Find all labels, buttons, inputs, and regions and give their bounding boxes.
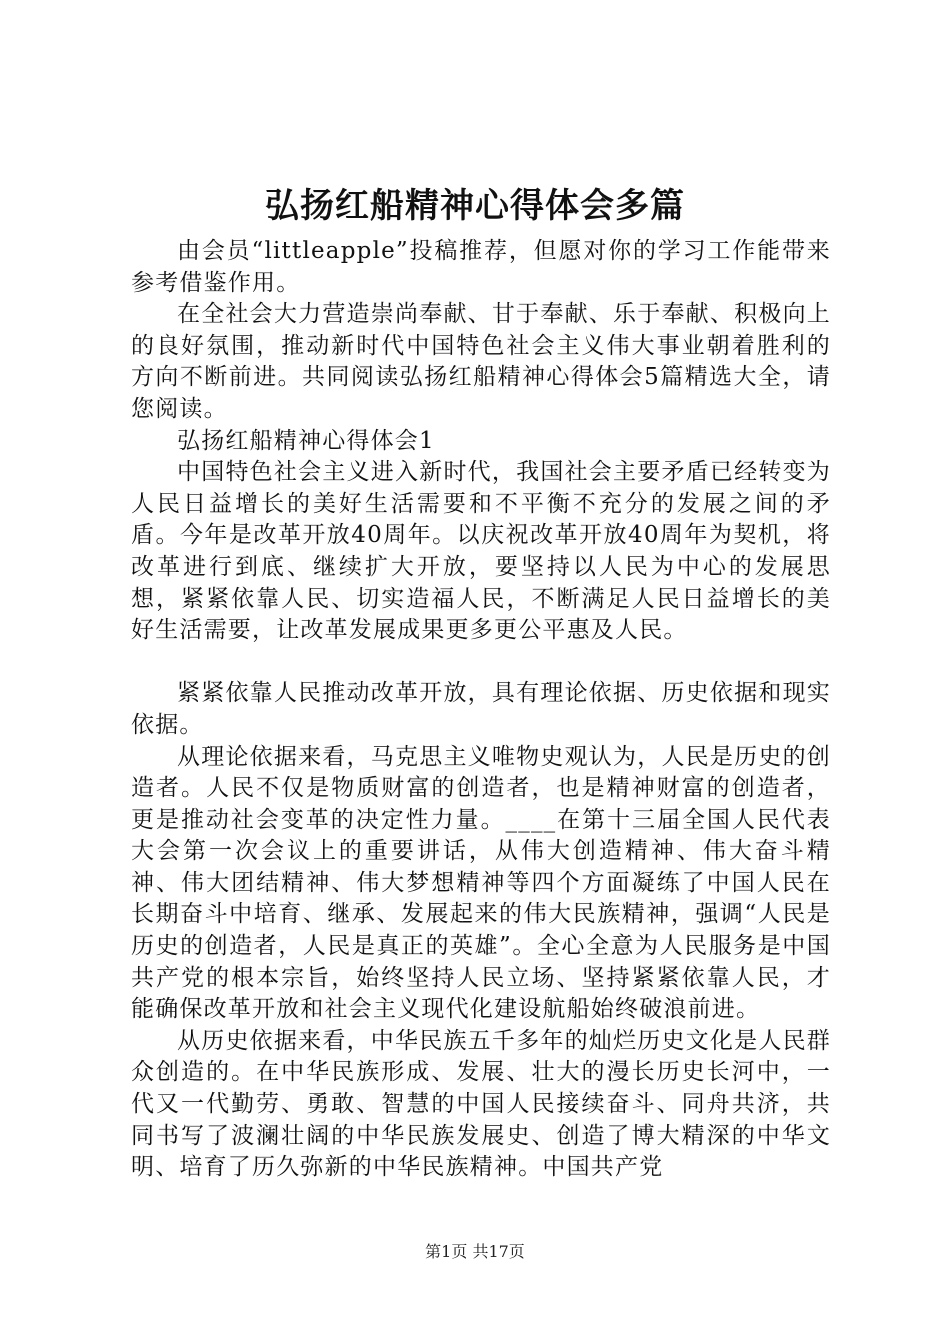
body-paragraph: 从历史依据来看，中华民族五千多年的灿烂历史文化是人民群众创造的。在中华民族形成、发展、壮大的漫长历史长河中，一代又一代勤劳、勇敢、智慧的中国人民接续奋斗、同舟共济，共同书写了波澜壮阔的中华民族发展史、创造了博大精深的中华文明、培育了历久弥新的中华民族精神。中国共产党 <box>131 1027 831 1181</box>
summary-paragraph: 在全社会大力营造崇尚奉献、甘于奉献、乐于奉献、积极向上的良好氛围，推动新时代中国特色社会主义伟大事业朝着胜利的方向不断前进。共同阅读弘扬红船精神心得体会5篇精选大全，请您阅读。 <box>131 301 831 422</box>
section-heading: 弘扬红船精神心得体会1 <box>177 427 435 454</box>
body-paragraph: 从理论依据来看，马克思主义唯物史观认为，人民是历史的创造者。人民不仅是物质财富的创造者，也是精神财富的创造者，更是推动社会变革的决定性力量。____在第十三届全国人民代表大会第一次会议上的重要讲话，从伟大创造精神、伟大奋斗精神、伟大团结精神、伟大梦想精神等四个方面凝练了中国人民在长期奋斗中培育、继承、发展起来的伟大民族精神，强调“人民是历史的创造者，人民是真正的英雄”。全心全意为人民服务是中国共产党的根本宗旨，始终坚持人民立场、坚持紧紧依靠人民，才能确保改革开放和社会主义现代化建设航船始终破浪前进。 <box>131 743 831 1023</box>
body-paragraph: 紧紧依靠人民推动改革开放，具有理论依据、历史依据和现实依据。 <box>131 680 831 738</box>
document-body <box>131 236 831 1184</box>
body-paragraph: 中国特色社会主义进入新时代，我国社会主要矛盾已经转变为人民日益增长的美好生活需要和不平衡不充分的发展之间的矛盾。今年是改革开放40周年。以庆祝改革开放40周年为契机，将改革进行到底、继续扩大开放，要坚持以人民为中心的发展思想，紧紧依靠人民、切实造福人民，不断满足人民日益增长的美好生活需要，让改革发展成果更多更公平惠及人民。 <box>131 459 831 644</box>
intro-paragraph: 由会员“littleapple”投稿推荐，但愿对你的学习工作能带来参考借鉴作用。 <box>131 238 831 296</box>
document-title: 弘扬红船精神心得体会多篇 <box>265 186 685 226</box>
page-footer: 第1页 共17页 <box>425 1242 525 1261</box>
